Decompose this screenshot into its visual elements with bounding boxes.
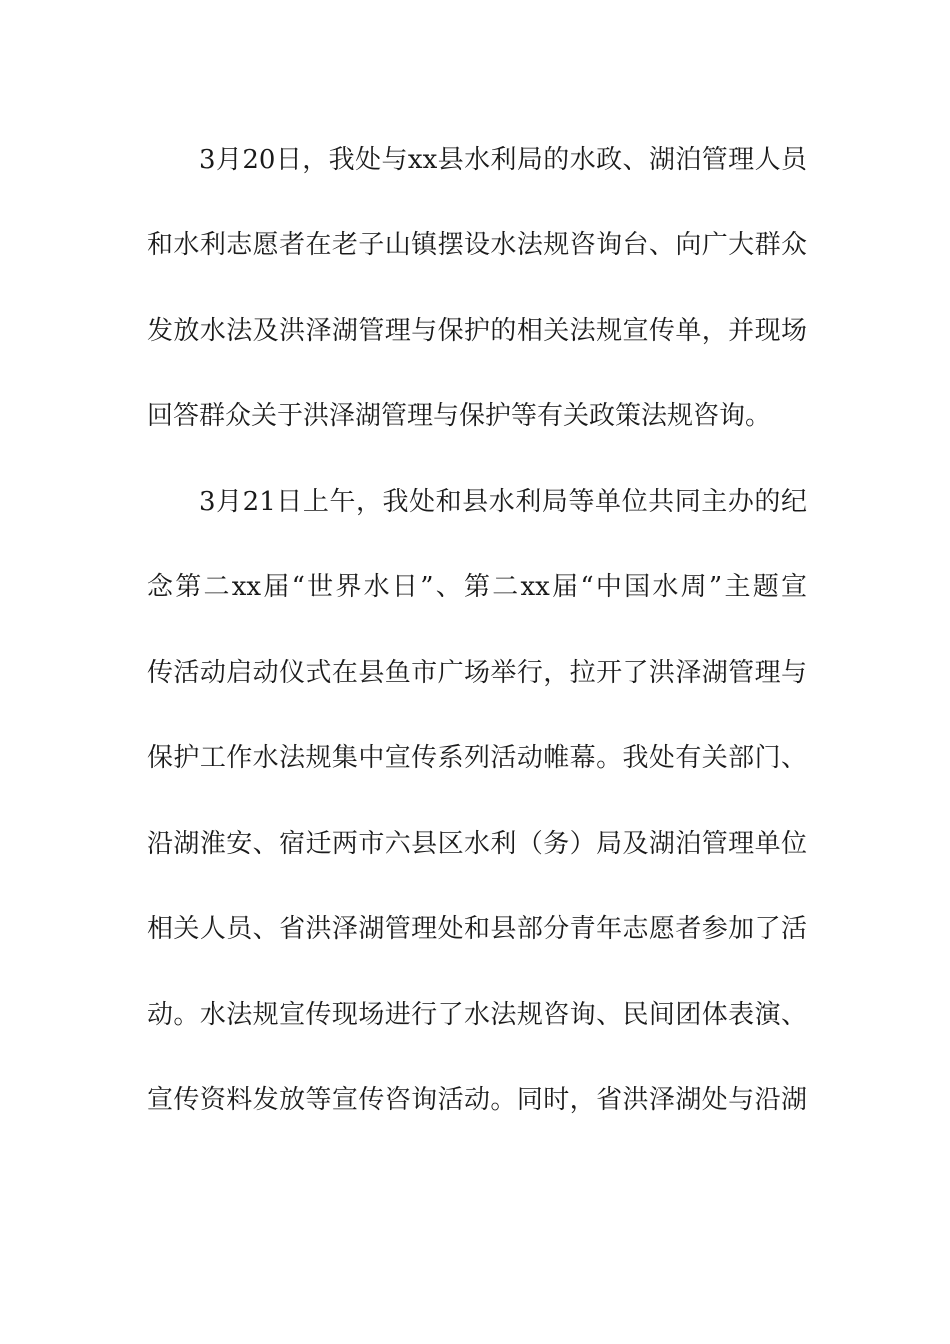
paragraph-2-line-4: 保护工作水法规集中宣传系列活动帷幕。我处有关部门、 <box>147 743 807 773</box>
paragraph-1-line-1: 3月20日，我处与xx县水利局的水政、湖泊管理人员 <box>199 145 807 175</box>
paragraph-2-line-7: 动。水法规宣传现场进行了水法规咨询、民间团体表演、 <box>147 1000 807 1030</box>
paragraph-2-line-1: 3月21日上午，我处和县水利局等单位共同主办的纪 <box>199 487 807 517</box>
paragraph-2-line-6: 相关人员、省洪泽湖管理处和县部分青年志愿者参加了活 <box>147 914 807 944</box>
paragraph-2-line-5: 沿湖淮安、宿迁两市六县区水利（务）局及湖泊管理单位 <box>147 829 807 859</box>
paragraph-2-line-2: 念第二xx届“世界水日”、第二xx届“中国水周”主题宣 <box>147 572 807 602</box>
paragraph-2-line-3: 传活动启动仪式在县鱼市广场举行，拉开了洪泽湖管理与 <box>147 658 807 688</box>
paragraph-2-line-8: 宣传资料发放等宣传咨询活动。同时，省洪泽湖处与沿湖 <box>147 1085 807 1115</box>
paragraph-1-line-4: 回答群众关于洪泽湖管理与保护等有关政策法规咨询。 <box>147 401 772 431</box>
paragraph-1-line-3: 发放水法及洪泽湖管理与保护的相关法规宣传单，并现场 <box>147 316 807 346</box>
paragraph-1-line-2: 和水利志愿者在老子山镇摆设水法规咨询台、向广大群众 <box>147 230 807 260</box>
